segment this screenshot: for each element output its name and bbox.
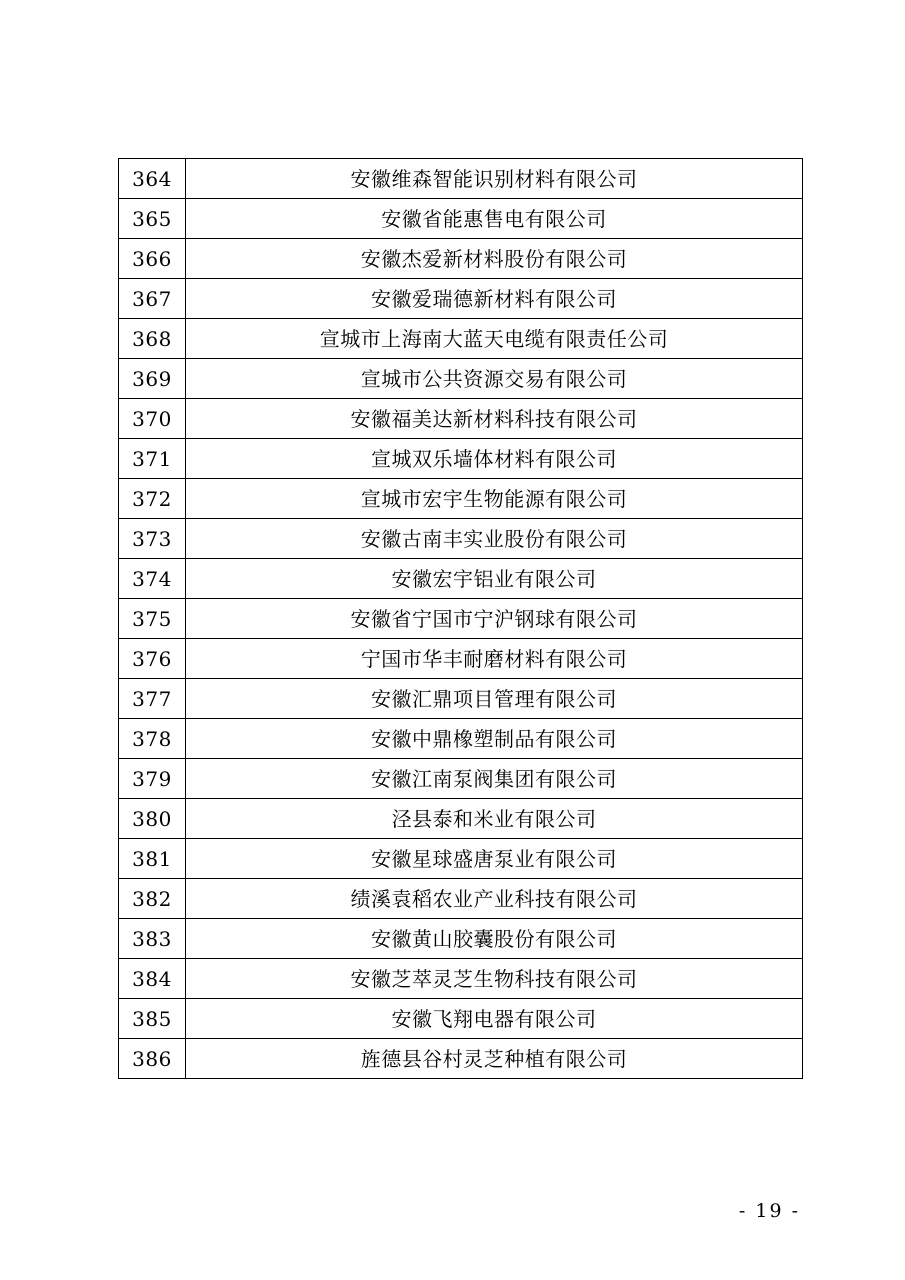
row-number: 375: [119, 599, 186, 639]
table-row: [119, 679, 803, 719]
company-name: 宣城市宏宇生物能源有限公司: [186, 479, 803, 519]
row-number: 377: [119, 679, 186, 719]
company-name: 安徽汇鼎项目管理有限公司: [186, 679, 803, 719]
row-number: 376: [119, 639, 186, 679]
company-name: 旌德县谷村灵芝种植有限公司: [186, 1039, 803, 1079]
company-name: 安徽星球盛唐泵业有限公司: [186, 839, 803, 879]
table-row: [119, 439, 803, 479]
company-name: 宣城市公共资源交易有限公司: [186, 359, 803, 399]
table-row: [119, 599, 803, 639]
table-row: [119, 159, 803, 199]
row-number: 374: [119, 559, 186, 599]
row-number: 370: [119, 399, 186, 439]
table-row: [119, 239, 803, 279]
table-row: [119, 879, 803, 919]
company-name: 安徽宏宇铝业有限公司: [186, 559, 803, 599]
company-name: 安徽飞翔电器有限公司: [186, 999, 803, 1039]
row-number: 367: [119, 279, 186, 319]
row-number: 382: [119, 879, 186, 919]
row-number: 378: [119, 719, 186, 759]
table-row: [119, 199, 803, 239]
row-number: 386: [119, 1039, 186, 1079]
table-row: [119, 959, 803, 999]
table-row: [119, 839, 803, 879]
company-name: 宁国市华丰耐磨材料有限公司: [186, 639, 803, 679]
company-name: 安徽古南丰实业股份有限公司: [186, 519, 803, 559]
table-row: [119, 399, 803, 439]
row-number: 371: [119, 439, 186, 479]
company-name: 安徽黄山胶囊股份有限公司: [186, 919, 803, 959]
table-body: [119, 159, 803, 1079]
table-row: [119, 359, 803, 399]
row-number: 372: [119, 479, 186, 519]
company-list-table: [118, 158, 803, 1079]
table-row: [119, 519, 803, 559]
table-row: [119, 639, 803, 679]
table-row: [119, 719, 803, 759]
company-name: 泾县泰和米业有限公司: [186, 799, 803, 839]
company-name: 绩溪袁稻农业产业科技有限公司: [186, 879, 803, 919]
row-number: 384: [119, 959, 186, 999]
company-name: 安徽维森智能识别材料有限公司: [186, 159, 803, 199]
table-row: [119, 1039, 803, 1079]
company-name: 安徽杰爱新材料股份有限公司: [186, 239, 803, 279]
row-number: 369: [119, 359, 186, 399]
company-name: 宣城市上海南大蓝天电缆有限责任公司: [186, 319, 803, 359]
table-row: [119, 319, 803, 359]
table-row: [119, 999, 803, 1039]
table-row: [119, 479, 803, 519]
row-number: 373: [119, 519, 186, 559]
company-name: 安徽中鼎橡塑制品有限公司: [186, 719, 803, 759]
row-number: 365: [119, 199, 186, 239]
company-name: 安徽江南泵阀集团有限公司: [186, 759, 803, 799]
row-number: 368: [119, 319, 186, 359]
table-row: [119, 919, 803, 959]
company-name: 安徽省能惠售电有限公司: [186, 199, 803, 239]
row-number: 364: [119, 159, 186, 199]
row-number: 385: [119, 999, 186, 1039]
row-number: 379: [119, 759, 186, 799]
company-list-table-wrapper: [118, 158, 800, 1079]
page-number: - 19 -: [738, 1200, 800, 1222]
row-number: 380: [119, 799, 186, 839]
table-row: [119, 279, 803, 319]
table-row: [119, 799, 803, 839]
company-name: 安徽省宁国市宁沪钢球有限公司: [186, 599, 803, 639]
table-row: [119, 759, 803, 799]
row-number: 366: [119, 239, 186, 279]
company-name: 宣城双乐墙体材料有限公司: [186, 439, 803, 479]
company-name: 安徽爱瑞德新材料有限公司: [186, 279, 803, 319]
row-number: 383: [119, 919, 186, 959]
company-name: 安徽芝萃灵芝生物科技有限公司: [186, 959, 803, 999]
company-name: 安徽福美达新材料科技有限公司: [186, 399, 803, 439]
row-number: 381: [119, 839, 186, 879]
table-row: [119, 559, 803, 599]
